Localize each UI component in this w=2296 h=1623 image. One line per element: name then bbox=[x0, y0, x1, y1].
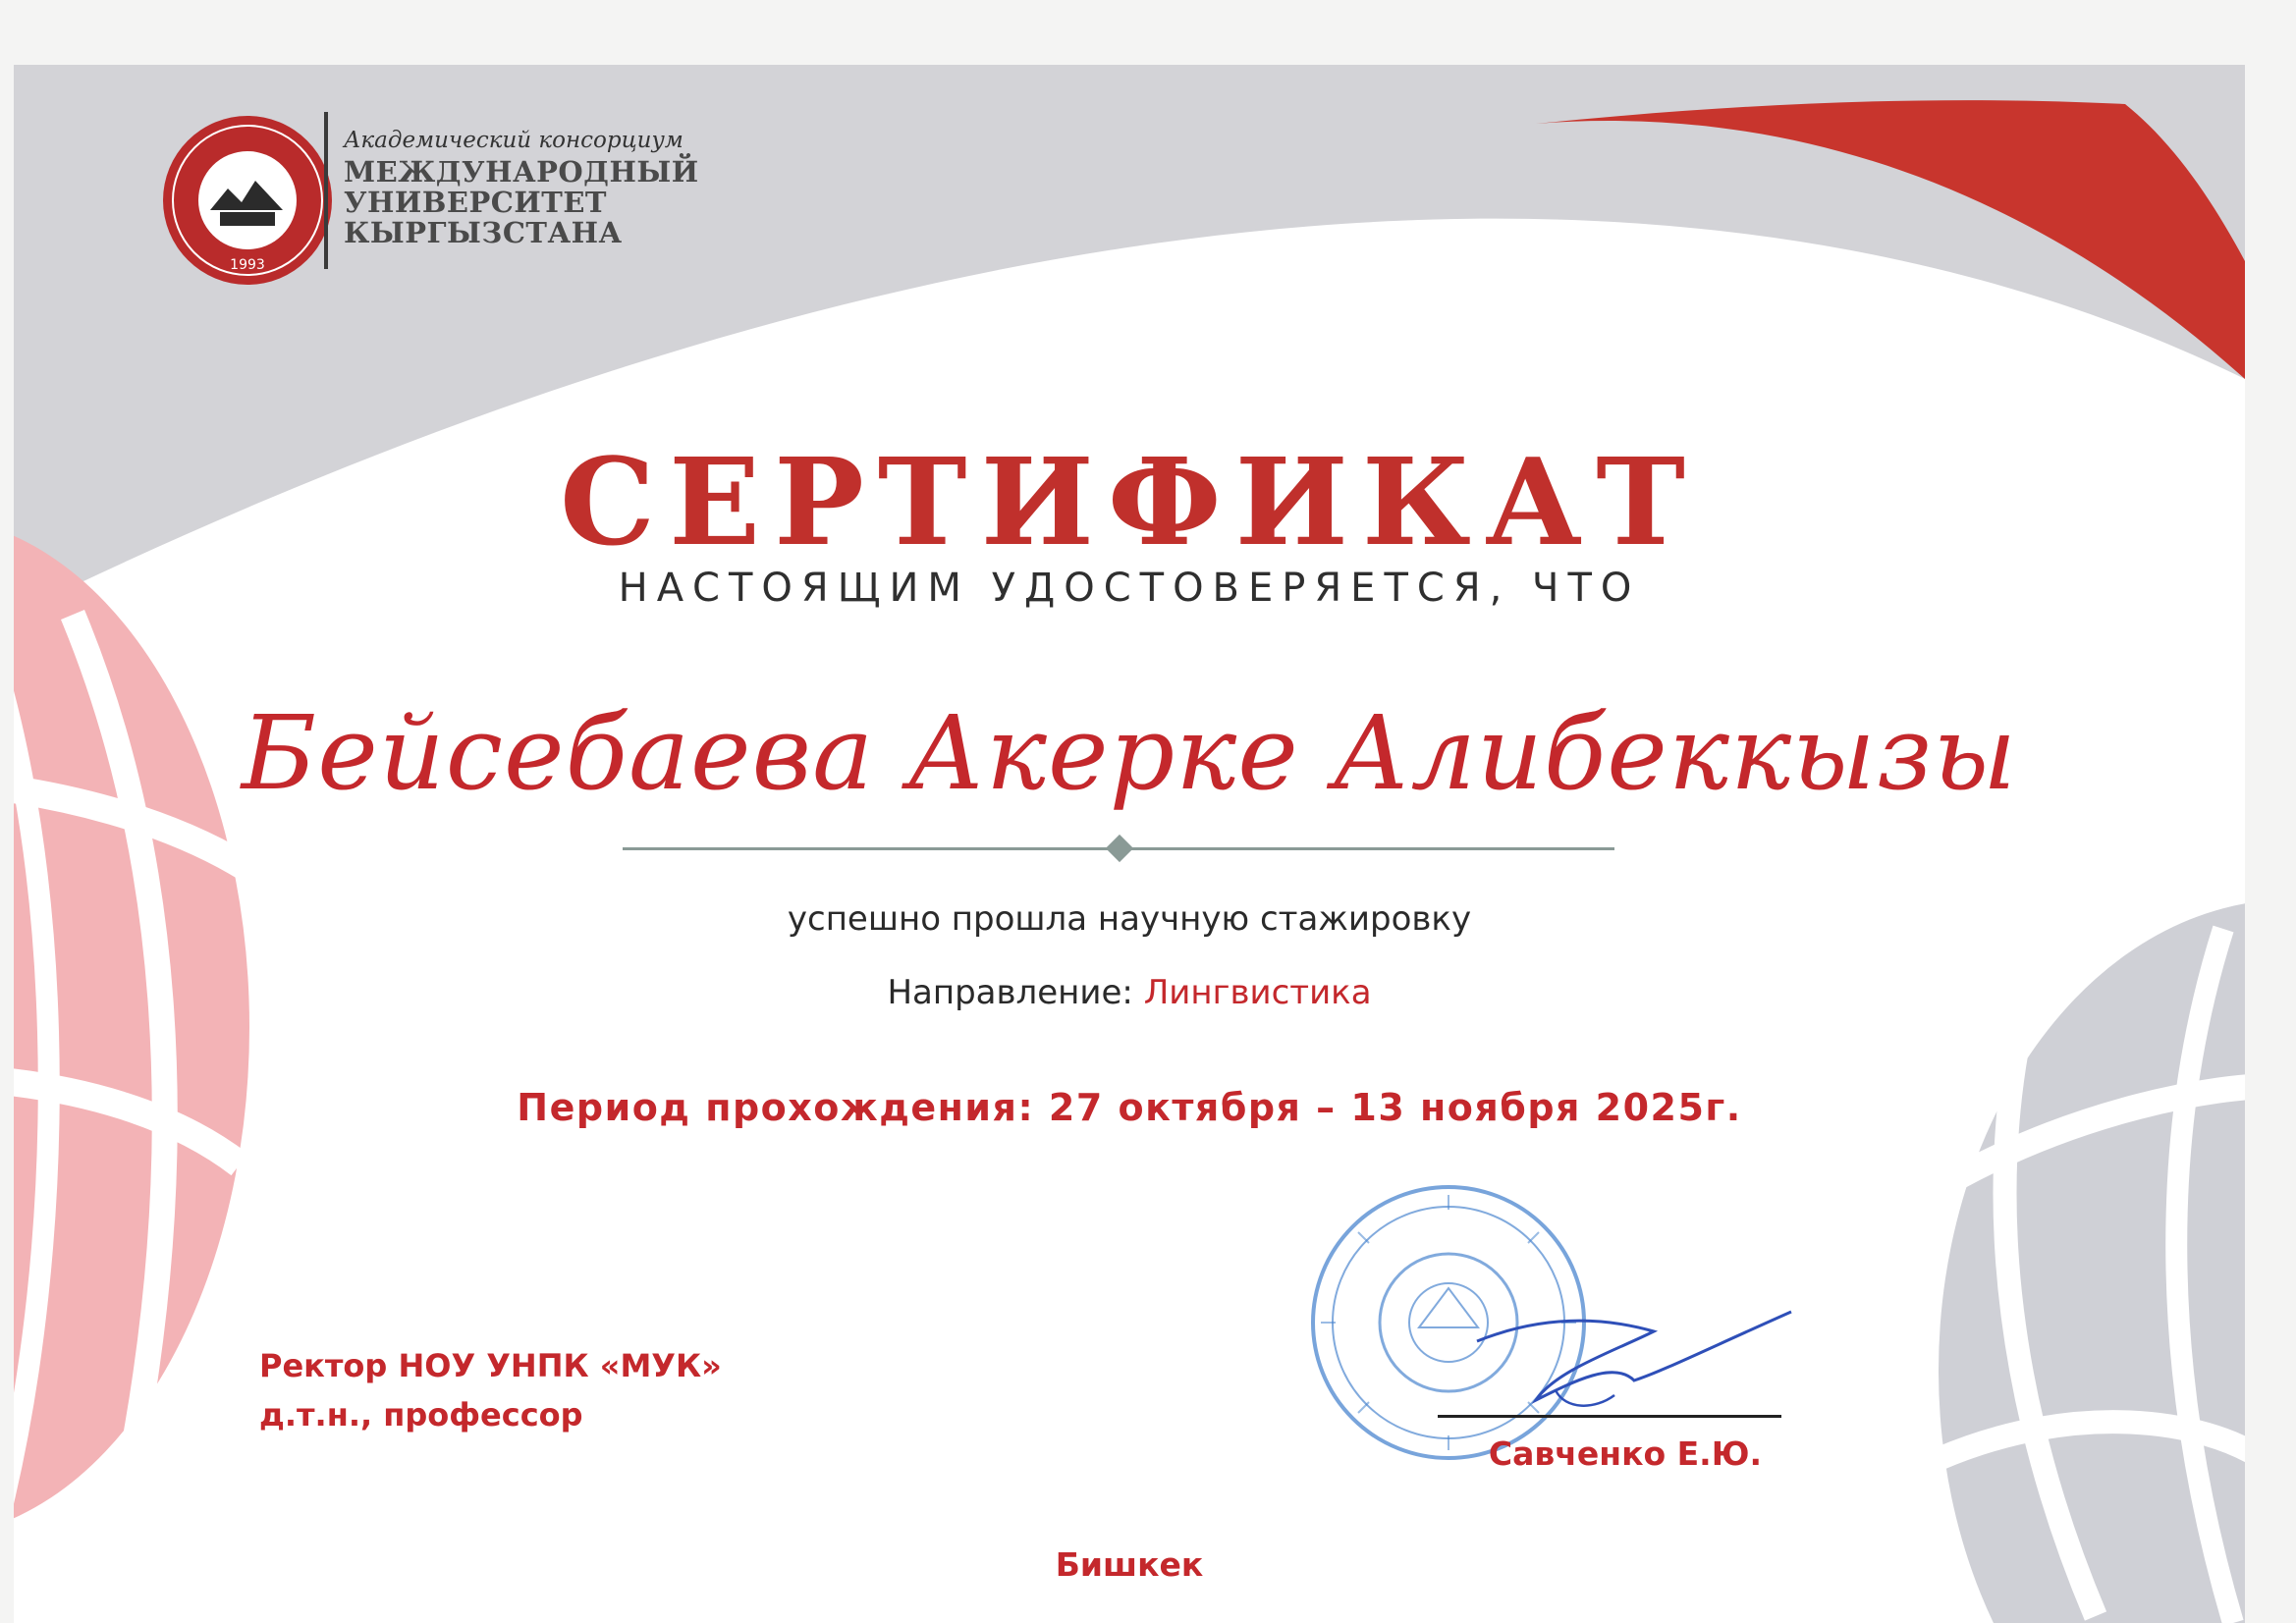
logo-line-2: УНИВЕРСИТЕТ bbox=[344, 186, 608, 219]
logo-text bbox=[344, 128, 737, 248]
recipient-name: Бейсебаева Акерке Алибеккызы bbox=[241, 693, 2018, 813]
university-seal-logo bbox=[159, 112, 336, 289]
certificate-title: СЕРТИФИКАТ bbox=[559, 431, 1700, 572]
logo-line-3: КЫРГЫЗСТАНА bbox=[344, 216, 623, 249]
signature-line bbox=[1438, 1415, 1781, 1418]
pink-globe-left bbox=[14, 516, 249, 1538]
signatory-position: Ректор НОУ УНПК «МУК» bbox=[259, 1347, 722, 1384]
certificate-sheet bbox=[14, 65, 2245, 1623]
direction-label: Направление: bbox=[887, 973, 1144, 1012]
direction-line bbox=[14, 973, 2245, 1012]
signatory-degree: д.т.н., профессор bbox=[259, 1396, 583, 1434]
period-text: Период прохождения: 27 октября – 13 ноября 2025г. bbox=[517, 1086, 1742, 1129]
direction-value: Лингвистика bbox=[1143, 973, 1372, 1012]
certificate-subtitle: НАСТОЯЩИМ УДОСТОВЕРЯЕТСЯ, ЧТО bbox=[618, 566, 1641, 611]
handwritten-signature bbox=[1467, 1272, 1811, 1430]
city-name: Бишкек bbox=[1055, 1545, 1204, 1584]
logo-divider bbox=[324, 112, 328, 269]
signer-name: Савченко Е.Ю. bbox=[1488, 1434, 1762, 1473]
logo-line-1: МЕЖДУНАРОДНЫЙ bbox=[344, 155, 699, 189]
svg-text:1993: 1993 bbox=[230, 257, 265, 273]
logo-consortium-label: Академический консорциум bbox=[344, 128, 683, 153]
signatory-title bbox=[259, 1341, 722, 1439]
completion-text: успешно прошла научную стажировку bbox=[787, 899, 1472, 939]
